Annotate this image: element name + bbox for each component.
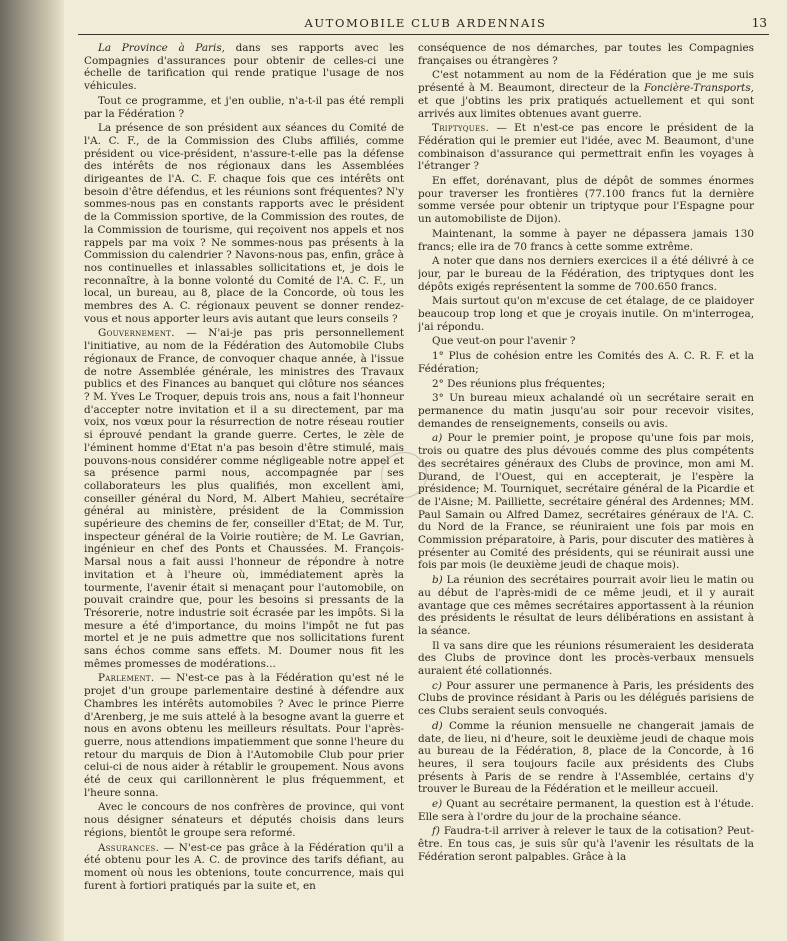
paragraph-text: Comme la réunion mensuelle ne changerait jamais de date, de lieu, ni d'heure, soit le deuxième jeudi de chaque mois au bureau de la Fédération, 8, place de la Concorde, à 16 heures, il sera toujours facile aux présidents des Clubs présents à Paris de se rendre à l'Assemblée, certains d'y trouver le Bureau de la Fédération et le meilleur accueil. (418, 719, 754, 796)
paragraph (418, 69, 754, 120)
paragraph (418, 574, 754, 638)
italic-text: b) (432, 574, 443, 587)
paragraph-text: Mais surtout qu'on m'excuse de cet étalage, de ce plaidoyer beaucoup trop long et que je croyais inutile. On m'interrogea, j'ai répondu. (418, 295, 754, 333)
paragraph-text: 1° Plus de cohésion entre les Comités des A. C. R. F. et la Fédération; (418, 350, 754, 375)
paragraph (418, 295, 754, 333)
paragraph (84, 672, 404, 799)
paragraph (418, 175, 754, 226)
paragraph-text: conséquence de nos démarches, par toutes les Compagnies françaises ou étrangères ? (418, 42, 754, 67)
paragraph (84, 801, 404, 839)
paragraph (418, 350, 754, 375)
italic-text: La Province à Paris, (98, 42, 225, 54)
paragraph (418, 255, 754, 293)
paragraph (418, 720, 754, 796)
paragraph-text: — N'ai-je pas pris personnellement l'initiative, au nom de la Fédération des Automobile Clubs régionaux de France, de convoquer chaque année, à l'issue de notre Assemblée générale, les ministres des Travaux publics et des Finances au banquet qui clôture nos séances ? M. Yves Le Troquer, depuis trois ans, nous a fait l'honneur d'accepter notre invitation et il a su directement, par ma voix, nos vœux pour la résurrection de notre réseau routier si éprouvé pendant la grande guerre. Certes, le zèle de l'éminent homme d'Etat n'a pas besoin d'être stimulé, mais pouvons-nous considérer comme négligeable notre appel et sa présence parmi nous, accompagnée par ses collaborateurs les plus qualifiés, mon excellent ami, conseiller général du Nord, M. Albert Mahieu, secrétaire général au ministère, président de la Commission supérieure des chemins de fer, conseiller d'Etat; de M. Tur, inspecteur général de la Voirie routière; de M. Le Gavrian, ingénieur en chef des Ponts et Chaussées. M. François-Marsal nous a fait aussi l'honneur de répondre à notre invitation et à l'heure où, immédiatement après la tourmente, l'avenir était si menaçant pour l'automobile, on pouvait craindre que, pour les besoins si pressants de la Trésorerie, notre industrie soit écrasée par les impôts. Si la mesure a été d'importance, du moins l'impôt ne fut pas mortel et je ne puis admettre que nos sollicitations furent sans échos comme sans effets. M. Doumer nous fit les mêmes promesses de modérations... (84, 327, 404, 670)
paragraph-text: et que j'obtins les prix pratiqués actuellement et qui sont arrivés aux limites obtenues avant guerre. (418, 94, 754, 120)
section-heading: Parlement. (98, 672, 155, 685)
italic-text: a) (432, 432, 443, 445)
header-rule (78, 34, 769, 35)
paragraph (418, 798, 754, 823)
book-binding-shadow (0, 0, 64, 941)
paragraph (418, 42, 754, 67)
section-heading: Assurances. (98, 841, 160, 854)
paragraph-text: Que veut-on pour l'avenir ? (432, 335, 576, 348)
paragraph (418, 680, 754, 718)
paragraph (84, 327, 404, 670)
paragraph-text: C'est notamment au nom de la Fédération que je me suis présenté à M. Beaumont, directeur de la (418, 69, 754, 95)
running-title: AUTOMOBILE CLUB ARDENNAIS (304, 16, 547, 30)
page-header (64, 16, 787, 36)
paragraph-text: Il va sans dire que les réunions résumeraient les desiderata des Clubs de province dont les procès-verbaux mensuels auraient été collationnés. (418, 639, 754, 678)
paragraph (84, 95, 404, 120)
paragraph-text: 3° Un bureau mieux achalandé où un secrétaire serait en permanence du matin jusqu'au soir pour recevoir visites, demandes de renseignements, conseils ou avis. (418, 392, 754, 430)
paragraph (418, 392, 754, 430)
library-stamp (381, 452, 427, 498)
italic-text: e) (432, 798, 443, 811)
paragraph (84, 842, 404, 893)
italic-text: d) (432, 719, 443, 732)
page (64, 0, 787, 941)
left-column (84, 42, 404, 936)
paragraph (84, 122, 404, 325)
paragraph-text: Pour assurer une permanence à Paris, les présidents des Clubs de province résidant à Paris ou les délégués parisiens de ces Clubs seraient seuls convoqués. (418, 679, 754, 718)
paragraph-text: 2° Des réunions plus fréquentes; (432, 377, 606, 390)
paragraph-text: Faudra-t-il arriver à relever le taux de la cotisation? Peut-être. En tous cas, je suis sûr qu'à l'avenir les résultats de la Fédération seront palpables. Grâce à la (418, 825, 754, 863)
paragraph (84, 42, 404, 93)
italic-text: Foncière-Transports, (644, 82, 754, 95)
paragraph (418, 335, 754, 348)
paragraph-text: Pour le premier point, je propose qu'une fois par mois, trois ou quatre des plus dévoués comme des plus compétents des secrétaires généraux des Clubs de province, mon ami M. Durand, de l'Ouest, qui en accepterait, je l'espère la présidence; M. Tourniquet, secrétaire général de la Picardie et de l'Aisne; M. Pailliette, secrétaire général des Ardennes; MM. Paul Samain ou Alfred Damez, secrétaires généraux de l'A. C. du Nord de la France, se réuniraient une fois par mois en Commission préparatoire, à Paris, pour discuter des matières à présenter au Comité des présidents, qui se réunirait aussi une fois par mois (le deuxième jeudi de chaque mois). (418, 432, 754, 572)
paragraph-text: Maintenant, la somme à payer ne dépassera jamais 130 francs; elle ira de 70 francs à cette somme extrême. (418, 227, 754, 253)
paragraph-text: — N'est-ce pas grâce à la Fédération qu'il a été obtenu pour les A. C. de province des tarifs défiant, au moment où nous les obtenions, toute concurrence, mais qui furent à fortiori pratiqués par la suite et, en (84, 841, 404, 892)
paragraph-text: — Et n'est-ce pas encore le président de la Fédération qui le premier eut l'idée, avec M. Beaumont, d'une combinaison d'assurance qui permettrait enfin les voyages à l'étranger ? (418, 122, 754, 173)
section-heading: Triptyques. (432, 122, 490, 135)
paragraph-text: En effet, dorénavant, plus de dépôt de sommes énormes pour traverser les frontières (77.100 francs fut la dernière somme versée pour obtenir un triptyque pour l'Espagne pour un automobiliste de Dijon). (418, 175, 754, 226)
paragraph-text: La présence de son président aux séances du Comité de l'A. C. F., de la Commission des Clubs affiliés, comme président ou vice-président, n'assure-t-elle pas la défense des intérêts de nos régionaux dans les Assemblées dirigeantes de l'A. C. F. chaque fois que ces intérêts ont besoin d'être défendus, et les réunions sont fréquentes? N'y sommes-nous pas en constants rapports avec le président de la Commission sportive, de la Commission des routes, de la Commission de tourisme, qui reçoivent nos appels et nos rappels par ma voix ? Ne sommes-nous pas présents à la Commission du calendrier ? Navons-nous pas, enfin, grâce à nos continuelles et inlassables sollicitations et, je dois le reconnaître, à la bonne volonté du Comité de l'A. C. F., un local, un bureau, au 8, place de la Concorde, où tous les membres des A. C. régionaux peuvent se donner rendez-vous et nous apporter leurs avis autant que leurs conseils ? (84, 122, 404, 325)
paragraph-text: — N'est-ce pas à la Fédération qu'est né le projet d'un groupe parlementaire destiné à défendre aux Chambres les intérêts automobiles ? Avec le prince Pierre d'Arenberg, je me suis attelé à la besogne avant la guerre et nous en avons obtenu les meilleurs résultats. Pour l'après-guerre, nous attendions impatiemment que sonne l'heure du retour du marquis de Dion à l'Automobile Club pour prier celui-ci de nous aider à rétablir le groupement. Nous avons été de ceux qui carillonnèrent le plus fréquemment, et l'heure sonna. (84, 672, 404, 799)
section-heading: Gouvernement. (98, 327, 175, 340)
right-column (418, 42, 754, 936)
paragraph-text: Quant au secrétaire permanent, la question est à l'étude. Elle sera à l'ordre du jour de la prochaine séance. (418, 798, 754, 823)
paragraph (418, 378, 754, 391)
italic-text: f) (432, 825, 440, 838)
paragraph (418, 640, 754, 678)
paragraph (418, 228, 754, 253)
paragraph (418, 825, 754, 863)
paragraph-text: Avec le concours de nos confrères de province, qui vont nous désigner sénateurs et députés choisis dans leurs régions, bientôt le groupe sera reformé. (84, 801, 404, 839)
paragraph-text: La réunion des secrétaires pourrait avoir lieu le matin ou au début de l'après-midi de ce même jeudi, et il y aurait avantage que ces mêmes secrétaires apportassent à la réunion des présidents le résultat de leurs délibérations en assistant à la séance. (418, 574, 754, 637)
paragraph (418, 122, 754, 173)
paragraph (418, 432, 754, 572)
paragraph-text: dans ses rapports avec les Compagnies d'assurances pour obtenir de celles-ci une échelle de tarification qui rende pratique l'usage de nos véhicules. (84, 42, 404, 93)
italic-text: c) (432, 679, 442, 692)
paragraph-text: Tout ce programme, et j'en oublie, n'a-t-il pas été rempli par la Fédération ? (84, 94, 404, 120)
paragraph-text: A noter que dans nos derniers exercices il a été délivré à ce jour, par le bureau de la Fédération, des triptyques dont les dépôts exigés représentent la somme de 700.650 francs. (418, 255, 754, 293)
page-number: 13 (751, 16, 767, 30)
